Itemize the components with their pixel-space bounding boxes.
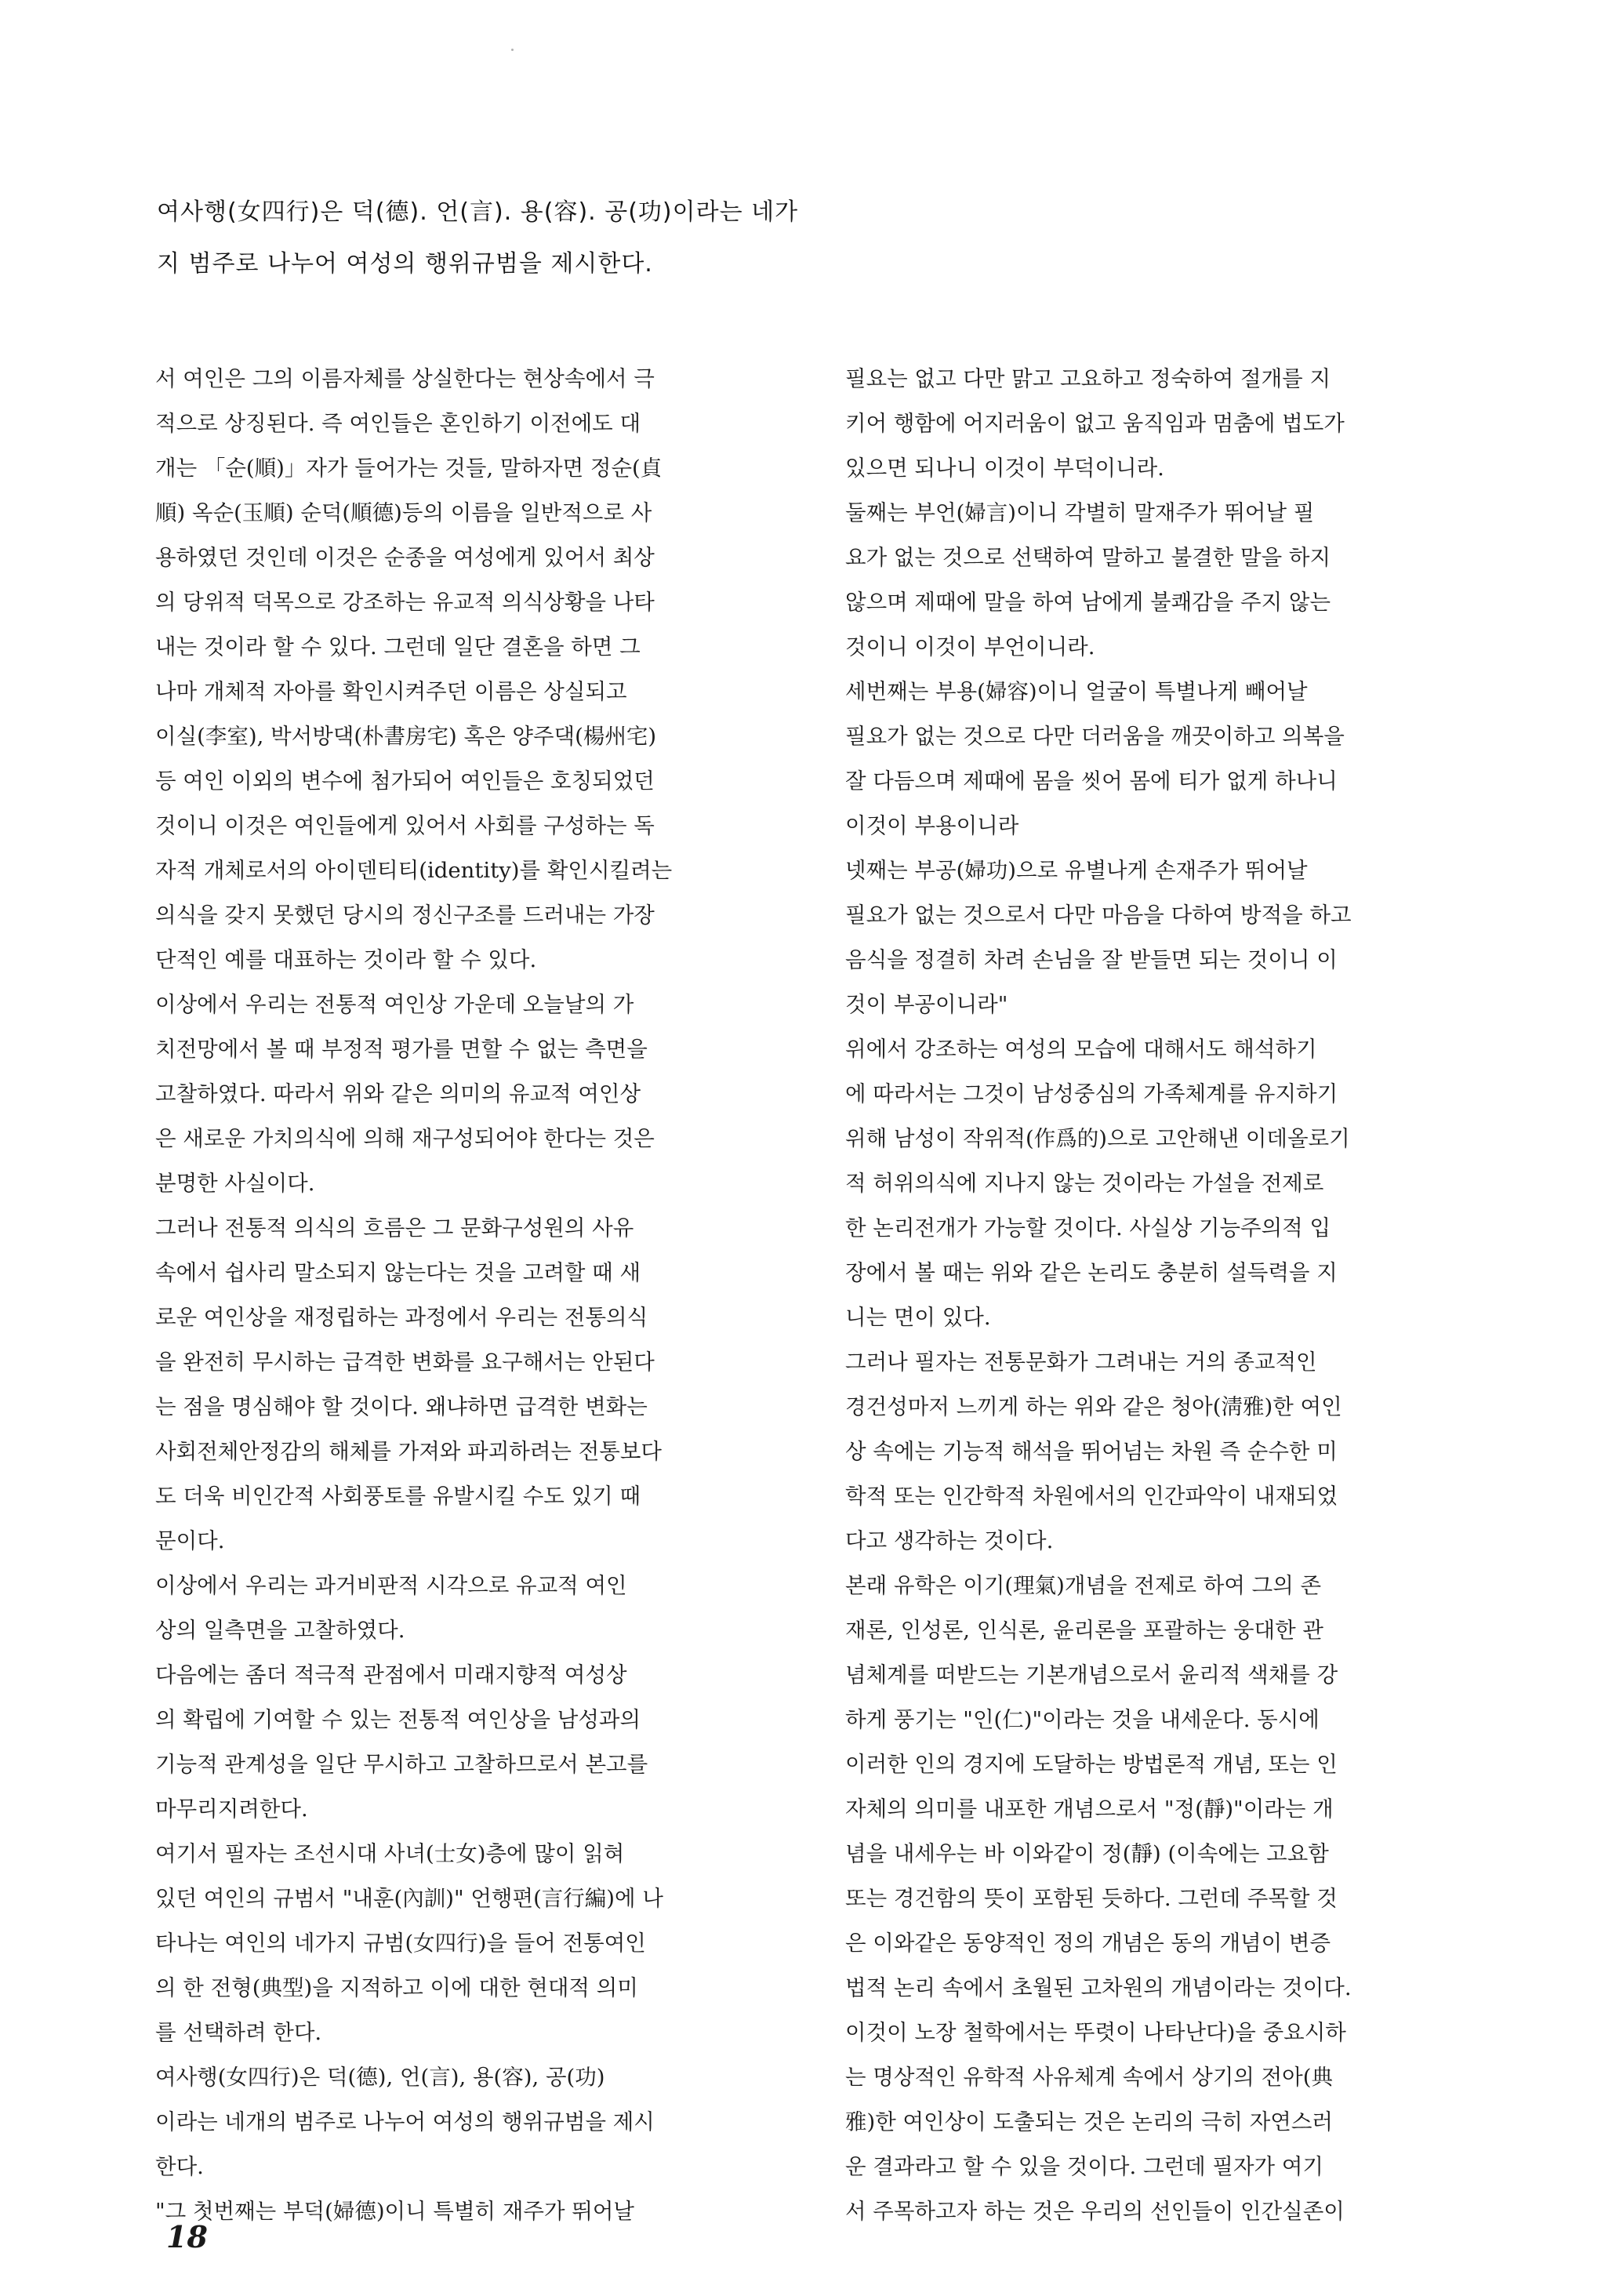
text-line: 필요가 없는 것으로 다만 더러움을 깨끗이하고 의복을 [845, 724, 1345, 749]
text-line: 이것이 노장 철학에서는 뚜렷이 나타난다)을 중요시하 [845, 2020, 1346, 2045]
text-line: 있으면 되나니 이것이 부덕이니라. [845, 456, 1164, 481]
text-line: 치전망에서 볼 때 부정적 평가를 면할 수 없는 측면을 [155, 1037, 648, 1062]
text-line: 이상에서 우리는 과거비판적 시각으로 유교적 여인 [155, 1573, 627, 1598]
text-line: 둘째는 부언(婦言)이니 각별히 말재주가 뛰어날 필 [845, 500, 1315, 525]
text-line: 마무리지려한다. [155, 1796, 308, 1822]
text-line: 서 여인은 그의 이름자체를 상실한다는 현상속에서 극 [155, 366, 655, 391]
text-line: 것이니 이것이 부언이니라. [845, 634, 1095, 659]
text-line: 내는 것이라 할 수 있다. 그런데 일단 결혼을 하면 그 [155, 634, 641, 659]
text-line: 도 더욱 비인간적 사회풍토를 유발시킬 수도 있기 때 [155, 1484, 641, 1509]
text-line: 용하였던 것인데 이것은 순종을 여성에게 있어서 최상 [155, 545, 655, 570]
text-line: 요가 없는 것으로 선택하여 말하고 불결한 말을 하지 [845, 545, 1331, 570]
text-line: 자적 개체로서의 아이덴티티(identity)를 확인시킬려는 [155, 858, 673, 883]
text-line: 운 결과라고 할 수 있을 것이다. 그런데 필자가 여기 [845, 2154, 1323, 2179]
text-line: 을 완전히 무시하는 급격한 변화를 요구해서는 안된다 [155, 1350, 655, 1375]
text-line: 문이다. [155, 1528, 225, 1553]
pull-quote-line: 여사행(女四行)은 덕(德). 언(言). 용(容). 공(功)이라는 네가 [157, 198, 799, 226]
text-line: 개는 「순(順)」자가 들어가는 것들, 말하자면 정순(貞 [155, 456, 663, 481]
text-line: 본래 유학은 이기(理氣)개념을 전제로 하여 그의 존 [845, 1573, 1322, 1598]
text-line: 위에서 강조하는 여성의 모습에 대해서도 해석하기 [845, 1037, 1317, 1062]
text-line: 이상에서 우리는 전통적 여인상 가운데 오늘날의 가 [155, 992, 634, 1017]
text-line: 세번째는 부용(婦容)이니 얼굴이 특별나게 빼어날 [845, 679, 1308, 704]
text-line: 경건성마저 느끼게 하는 위와 같은 청아(淸雅)한 여인 [845, 1394, 1342, 1419]
text-line: 니는 면이 있다. [845, 1305, 991, 1330]
text-line: 등 여인 이외의 변수에 첨가되어 여인들은 호칭되었던 [155, 768, 655, 794]
text-line: 다고 생각하는 것이다. [845, 1528, 1054, 1553]
text-line: 장에서 볼 때는 위와 같은 논리도 충분히 설득력을 지 [845, 1260, 1338, 1285]
text-line: 키어 행함에 어지러움이 없고 움직임과 멈춤에 법도가 [845, 411, 1345, 436]
text-line: 상의 일측면을 고찰하였다. [155, 1618, 405, 1643]
text-line: 이것이 부용이니라 [845, 813, 1019, 838]
text-line: 로운 여인상을 재정립하는 과정에서 우리는 전통의식 [155, 1305, 648, 1330]
text-line: 는 점을 명심해야 할 것이다. 왜냐하면 급격한 변화는 [155, 1394, 648, 1419]
text-line: 를 선택하려 한다. [155, 2020, 322, 2045]
text-line: 다음에는 좀더 적극적 관점에서 미래지향적 여성상 [155, 1662, 627, 1687]
text-line: 념을 내세우는 바 이와같이 정(靜) (이속에는 고요함 [845, 1841, 1329, 1866]
text-line: 필요는 없고 다만 맑고 고요하고 정숙하여 절개를 지 [845, 366, 1331, 391]
text-line: 위해 남성이 작위적(作爲的)으로 고안해낸 이데올로기 [845, 1126, 1350, 1151]
text-line: 의 확립에 기여할 수 있는 전통적 여인상을 남성과의 [155, 1707, 641, 1732]
text-line: 학적 또는 인간학적 차원에서의 인간파악이 내재되었 [845, 1484, 1338, 1509]
text-line: 는 명상적인 유학적 사유체계 속에서 상기의 전아(典 [845, 2065, 1333, 2090]
text-line: 기능적 관계성을 일단 무시하고 고찰하므로서 본고를 [155, 1752, 648, 1777]
text-line: 념체계를 떠받드는 기본개념으로서 윤리적 색채를 강 [845, 1662, 1338, 1687]
text-line: 은 이와같은 동양적인 정의 개념은 동의 개념이 변증 [845, 1931, 1331, 1956]
text-line: 법적 논리 속에서 초월된 고차원의 개념이라는 것이다. [845, 1975, 1352, 2000]
text-line: 그러나 필자는 전통문화가 그려내는 거의 종교적인 [845, 1350, 1317, 1375]
text-line: 음식을 정결히 차려 손님을 잘 받들면 되는 것이니 이 [845, 947, 1338, 972]
text-line: 은 새로운 가치의식에 의해 재구성되어야 한다는 것은 [155, 1126, 655, 1151]
text-line: 의 당위적 덕목으로 강조하는 유교적 의식상황을 나타 [155, 590, 655, 615]
text-line: 의식을 갖지 못했던 당시의 정신구조를 드러내는 가장 [155, 903, 655, 928]
text-line: 자체의 의미를 내포한 개념으로서 "정(靜)"이라는 개 [845, 1796, 1334, 1822]
text-line: 잘 다듬으며 제때에 몸을 씻어 몸에 티가 없게 하나니 [845, 768, 1338, 794]
text-line: 또는 경건함의 뜻이 포함된 듯하다. 그런데 주목할 것 [845, 1886, 1338, 1911]
text-line: 여기서 필자는 조선시대 사녀(士女)층에 많이 읽혀 [155, 1841, 625, 1866]
text-line: 적으로 상징된다. 즉 여인들은 혼인하기 이전에도 대 [155, 411, 641, 436]
text-line: 順) 옥순(玉順) 순덕(順德)등의 이름을 일반적으로 사 [155, 500, 652, 525]
text-line: 여사행(女四行)은 덕(德), 언(言), 용(容), 공(功) [155, 2065, 605, 2090]
text-line: 타나는 여인의 네가지 규범(女四行)을 들어 전통여인 [155, 1931, 646, 1956]
text-line: "그 첫번째는 부덕(婦德)이니 특별히 재주가 뛰어날 [155, 2199, 634, 2224]
text-line: 고찰하였다. 따라서 위와 같은 의미의 유교적 여인상 [155, 1081, 641, 1106]
text-line: 나마 개체적 자아를 확인시켜주던 이름은 상실되고 [155, 679, 627, 704]
text-line: 않으며 제때에 말을 하여 남에게 불쾌감을 주지 않는 [845, 590, 1331, 615]
text-line: 하게 풍기는 "인(仁)"이라는 것을 내세운다. 동시에 [845, 1707, 1320, 1732]
text-line: 넷째는 부공(婦功)으로 유별나게 손재주가 뛰어날 [845, 858, 1308, 883]
text-line: 한 논리전개가 가능할 것이다. 사실상 기능주의적 입 [845, 1215, 1331, 1241]
text-line: 것이 부공이니라" [845, 992, 1008, 1017]
text-line: 적 허위의식에 지나지 않는 것이라는 가설을 전제로 [845, 1171, 1324, 1196]
text-line: 에 따라서는 그것이 남성중심의 가족체계를 유지하기 [845, 1081, 1338, 1106]
text-line: 사회전체안정감의 해체를 가져와 파괴하려는 전통보다 [155, 1439, 662, 1464]
text-line: 단적인 예를 대표하는 것이라 할 수 있다. [155, 947, 537, 972]
text-line: 이러한 인의 경지에 도달하는 방법론적 개념, 또는 인 [845, 1752, 1338, 1777]
pull-quote-line: 지 범주로 나누어 여성의 행위규범을 제시한다. [157, 250, 653, 278]
text-line: 있던 여인의 규범서 "내훈(內訓)" 언행편(言行編)에 나 [155, 1886, 663, 1911]
right-column [845, 357, 1519, 2234]
text-line: 한다. [155, 2154, 204, 2179]
text-line: 필요가 없는 것으로서 다만 마음을 다하여 방적을 하고 [845, 903, 1352, 928]
text-line: 상 속에는 기능적 해석을 뛰어넘는 차원 즉 순수한 미 [845, 1439, 1338, 1464]
text-line: 이실(李室), 박서방댁(朴書房宅) 혹은 양주댁(楊州宅) [155, 724, 657, 749]
text-line: 이라는 네개의 범주로 나누어 여성의 행위규범을 제시 [155, 2109, 655, 2134]
text-line: 속에서 쉽사리 말소되지 않는다는 것을 고려할 때 새 [155, 1260, 641, 1285]
text-line: 분명한 사실이다. [155, 1171, 315, 1196]
text-line: 것이니 이것은 여인들에게 있어서 사회를 구성하는 독 [155, 813, 655, 838]
text-line: 그러나 전통적 의식의 흐름은 그 문화구성원의 사유 [155, 1215, 634, 1241]
text-line: 雅)한 여인상이 도출되는 것은 논리의 극히 자연스러 [845, 2109, 1333, 2134]
left-column [155, 357, 830, 2234]
text-line: 의 한 전형(典型)을 지적하고 이에 대한 현대적 의미 [155, 1975, 638, 2000]
scan-speck [511, 49, 514, 51]
page-number: 18 [166, 2219, 208, 2254]
text-line: 서 주목하고자 하는 것은 우리의 선인들이 인간실존이 [845, 2199, 1345, 2224]
text-line: 재론, 인성론, 인식론, 윤리론을 포괄하는 웅대한 관 [845, 1618, 1323, 1643]
pull-quote [157, 187, 941, 290]
